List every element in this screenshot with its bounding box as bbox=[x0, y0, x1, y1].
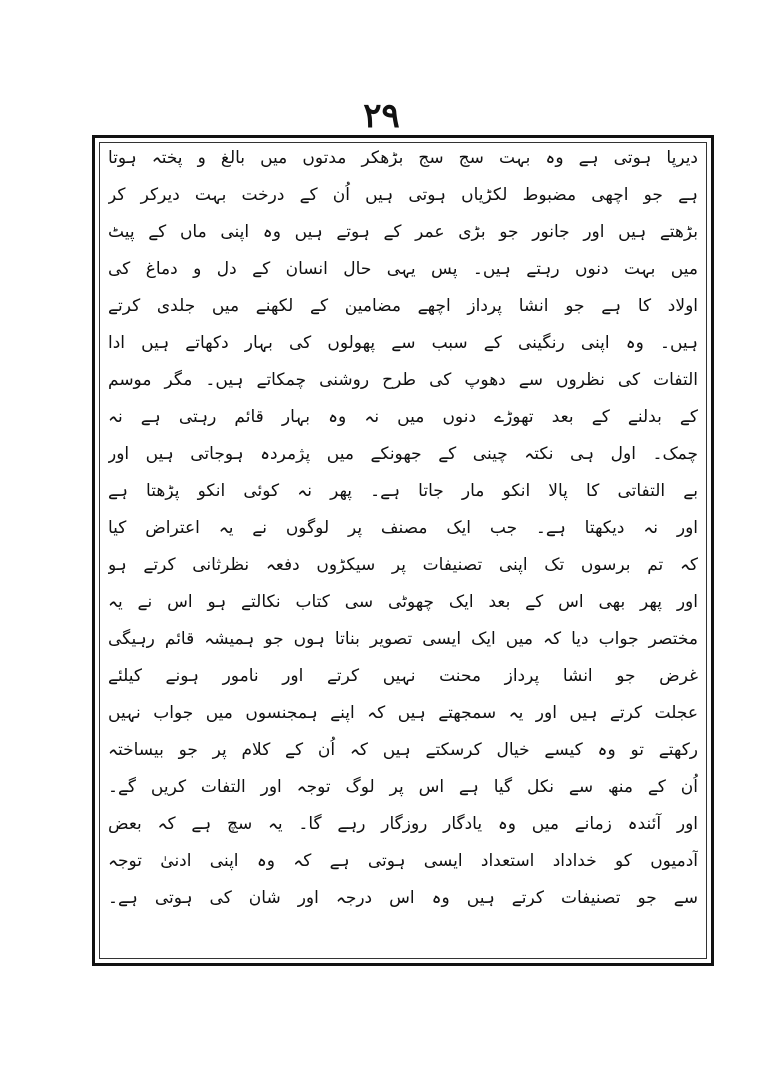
text-line: بڑھتے ہیں اور جانور جو بڑی عمر کے ہوتے ہیں وہ اپنی ماں کے پیٹ bbox=[108, 222, 698, 242]
page-number: ۲۹ bbox=[363, 96, 400, 136]
text-line: اور آئندہ زمانے میں وہ یادگار روزگار رہے گا۔ یہ سچ ہے کہ بعض bbox=[108, 814, 698, 834]
text-line: اُن کے منھ سے نکل گیا ہے اس پر لوگ توجہ اور التفات کریں گے۔ bbox=[108, 777, 698, 797]
text-line: مختصر جواب دیا کہ میں ایک ایسی تصویر بناتا ہوں جو ہمیشہ قائم رہیگی bbox=[108, 629, 698, 649]
text-line: میں بہت دنوں رہتے ہیں۔ پس یہی حال انسان کے دل و دماغ کی bbox=[108, 259, 698, 279]
text-line: چمک۔ اول ہی نکتہ چینی کے جھونکے میں پژمردہ ہوجاتی ہیں اور bbox=[108, 444, 698, 464]
text-line: ہے جو اچھی مضبوط لکڑیاں ہوتی ہیں اُن کے درخت بہت دیرکر کر bbox=[108, 185, 698, 205]
text-block bbox=[108, 140, 698, 917]
text-line: اولاد کا ہے جو انشا پرداز اچھے مضامین کے لکھنے میں جلدی کرتے bbox=[108, 296, 698, 316]
text-line: رکھتے تو وہ کیسے خیال کرسکتے ہیں کہ اُن کے کلام پر جو بیساختہ bbox=[108, 740, 698, 760]
text-line: غرض جو انشا پرداز محنت نہیں کرتے اور نامور ہونے کیلئے bbox=[108, 666, 698, 686]
text-line: بے التفاتی کا پالا انکو مار جاتا ہے۔ پھر نہ کوئی انکو پڑھتا ہے bbox=[108, 481, 698, 501]
text-line: ہیں۔ وہ اپنی رنگینی کے سبب سے پھولوں کی بہار دکھاتے ہیں ادا bbox=[108, 333, 698, 353]
text-line: دیرپا ہوتی ہے وہ بہت سج سج بڑھکر مدتوں میں بالغ و پختہ ہوتا bbox=[108, 148, 698, 168]
text-line: سے جو تصنیفات کرتے ہیں وہ اس درجہ اور شان کی ہوتی ہے۔ bbox=[108, 888, 698, 908]
text-line: آدمیوں کو خداداد استعداد ایسی ہوتی ہے کہ وہ اپنی ادنیٰ توجہ bbox=[108, 851, 698, 871]
text-line: عجلت کرتے ہیں اور یہ سمجھتے ہیں کہ اپنے ہمجنسوں میں جواب نہیں bbox=[108, 703, 698, 723]
text-line: اور پھر بھی اس کے بعد ایک چھوٹی سی کتاب نکالتے ہو اس نے یہ bbox=[108, 592, 698, 612]
text-line: کہ تم برسوں تک اپنی تصنیفات پر سیکڑوں دفعہ نظرثانی کرتے ہو bbox=[108, 555, 698, 575]
text-line: التفات کی نظروں سے دھوپ کی طرح روشنی چمکاتے ہیں۔ مگر موسم bbox=[108, 370, 698, 390]
text-line: کے بدلنے کے بعد تھوڑے دنوں میں نہ وہ بہار قائم رہتی ہے نہ bbox=[108, 407, 698, 427]
text-line: اور نہ دیکھتا ہے۔ جب ایک مصنف پر لوگوں نے یہ اعتراض کیا bbox=[108, 518, 698, 538]
